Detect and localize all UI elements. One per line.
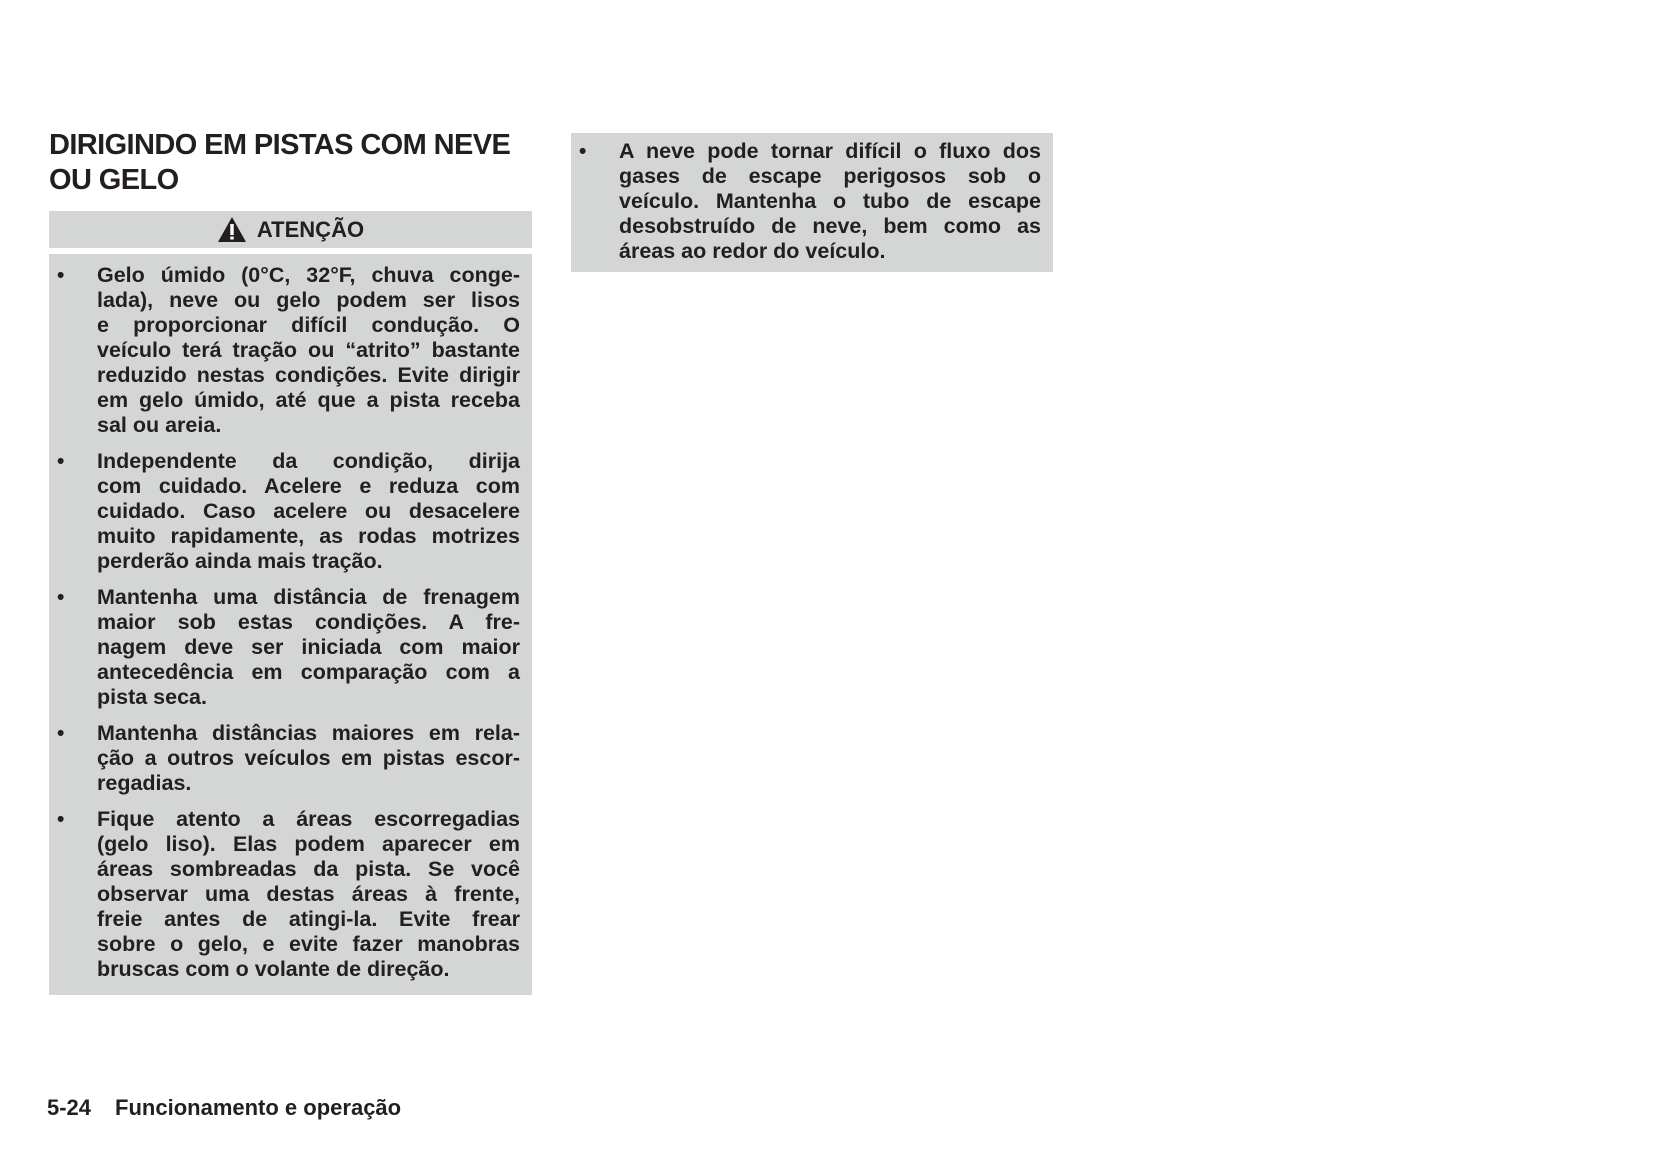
warning-list <box>49 254 532 995</box>
bullet: • <box>579 140 587 163</box>
warning-label: ATENÇÃO <box>256 216 365 242</box>
bullet: • <box>57 586 65 609</box>
text-line: sobre o gelo, e evite fazer manobras <box>97 932 520 956</box>
page-number: 5-24 <box>47 1095 92 1120</box>
text-line: bruscas com o volante de direção. <box>97 957 450 981</box>
list-item <box>49 721 532 796</box>
text-line: cuidado. Caso acelere ou desacelere <box>97 499 520 523</box>
text-line: Mantenha uma distância de frenagem <box>97 585 520 609</box>
text-line: A neve pode tornar difícil o fluxo dos <box>619 139 1041 163</box>
text-line: veículo. Mantenha o tubo de escape <box>619 189 1041 213</box>
warning-list-continued <box>571 133 1053 272</box>
list-item <box>49 807 532 982</box>
text-line: Fique atento a áreas escorregadias <box>97 807 520 831</box>
text-line: Independente da condição, dirija <box>97 449 520 473</box>
warning-header <box>49 211 532 248</box>
text-line: Gelo úmido (0°C, 32°F, chuva conge- <box>97 263 520 287</box>
text-line: observar uma destas áreas à frente, <box>97 882 520 906</box>
text-line: perderão ainda mais tração. <box>97 549 383 573</box>
text-line: regadias. <box>97 771 192 795</box>
text-line: sal ou areia. <box>97 413 222 437</box>
section-title <box>49 128 539 198</box>
title-line: OU GELO <box>49 164 179 196</box>
text-line: lada), neve ou gelo podem ser lisos <box>97 288 520 312</box>
text-line: antecedência em comparação com a <box>97 660 520 684</box>
text-line: com cuidado. Acelere e reduza com <box>97 474 520 498</box>
text-line: áreas sombreadas da pista. Se você <box>97 857 520 881</box>
text-line: e proporcionar difícil condução. O <box>97 313 520 337</box>
section-name: Funcionamento e operação <box>115 1095 402 1120</box>
warning-triangle-icon <box>217 216 247 243</box>
text-line: desobstruído de neve, bem como as <box>619 214 1041 238</box>
list-item <box>49 449 532 574</box>
list-item <box>49 585 532 710</box>
bullet: • <box>57 808 65 831</box>
text-line: gases de escape perigosos sob o <box>619 164 1041 188</box>
text-line: reduzido nestas condições. Evite dirigir <box>97 363 520 387</box>
bullet: • <box>57 264 65 287</box>
text-line: (gelo liso). Elas podem aparecer em <box>97 832 520 856</box>
text-line: muito rapidamente, as rodas motrizes <box>97 524 520 548</box>
text-line: ção a outros veículos em pistas escor- <box>97 746 520 770</box>
list-item <box>49 263 532 438</box>
text-line: Mantenha distâncias maiores em rela- <box>97 721 520 745</box>
text-line: nagem deve ser iniciada com maior <box>97 635 520 659</box>
text-line: áreas ao redor do veículo. <box>619 239 886 263</box>
text-line: em gelo úmido, até que a pista receba <box>97 388 520 412</box>
bullet: • <box>57 450 65 473</box>
bullet: • <box>57 722 65 745</box>
list-item <box>571 139 1053 264</box>
page-footer <box>47 1095 401 1121</box>
text-line: veículo terá tração ou “atrito” bastante <box>97 338 520 362</box>
text-line: pista seca. <box>97 685 207 709</box>
text-line: maior sob estas condições. A fre- <box>97 610 520 634</box>
text-line: freie antes de atingi-la. Evite frear <box>97 907 520 931</box>
title-line: DIRIGINDO EM PISTAS COM NEVE <box>49 129 511 161</box>
